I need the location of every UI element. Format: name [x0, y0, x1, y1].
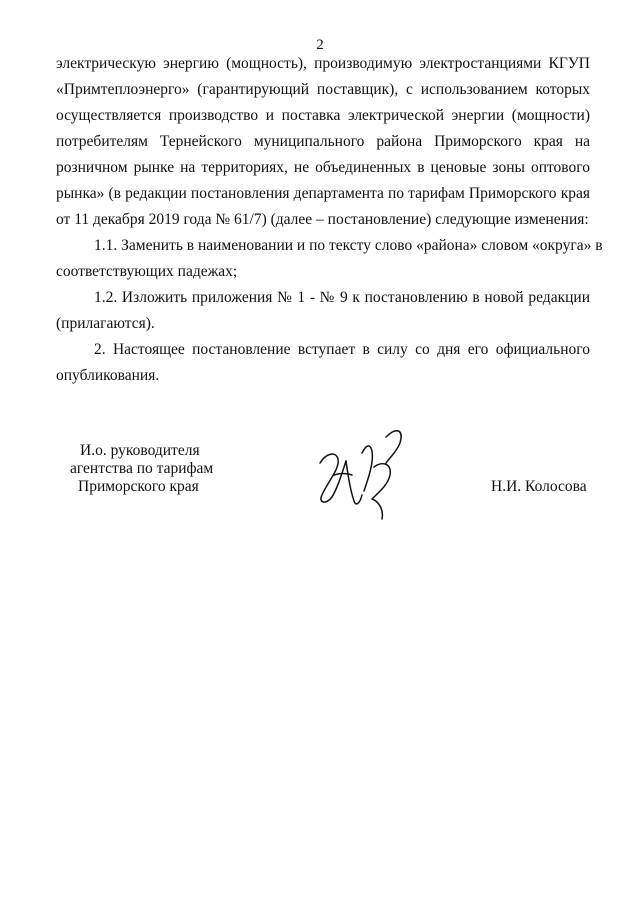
position-title-line: И.о. руководителя — [80, 442, 200, 459]
text-line: опубликования. — [56, 367, 160, 384]
text-line: 1.1. Заменить в наименовании и по тексту слово «района» словом «округа» в — [94, 237, 603, 254]
text-line: рынка» (в редакции постановления департамента по тарифам Приморского края — [56, 185, 590, 202]
text-line: соответствующих падежах; — [56, 263, 238, 280]
text-line: 1.2. Изложить приложения № 1 - № 9 к постановлению в новой редакции — [94, 289, 590, 306]
text-line: (прилагаются). — [56, 315, 155, 332]
text-line: от 11 декабря 2019 года № 61/7) (далее – постановление) следующие изменения: — [56, 211, 589, 228]
signatory-name: Н.И. Колосова — [491, 478, 587, 495]
text-line: осуществляется производство и поставка электрической энергии (мощности) — [56, 107, 590, 124]
handwritten-signature — [312, 423, 412, 533]
text-line: розничном рынке на территориях, не объединенных в ценовые зоны оптового — [56, 159, 590, 176]
text-line: потребителям Тернейского муниципального района Приморского края на — [56, 133, 590, 150]
text-line: «Примтеплоэнерго» (гарантирующий поставщик), с использованием которых — [56, 81, 590, 98]
position-title-line: агентства по тарифам — [70, 460, 214, 477]
text-line: 2. Настоящее постановление вступает в силу со дня его официального — [94, 341, 590, 358]
page-number: 2 — [316, 37, 324, 53]
position-title-line: Приморского края — [78, 478, 199, 495]
text-line: электрическую энергию (мощность), производимую электростанциями КГУП — [56, 55, 590, 72]
